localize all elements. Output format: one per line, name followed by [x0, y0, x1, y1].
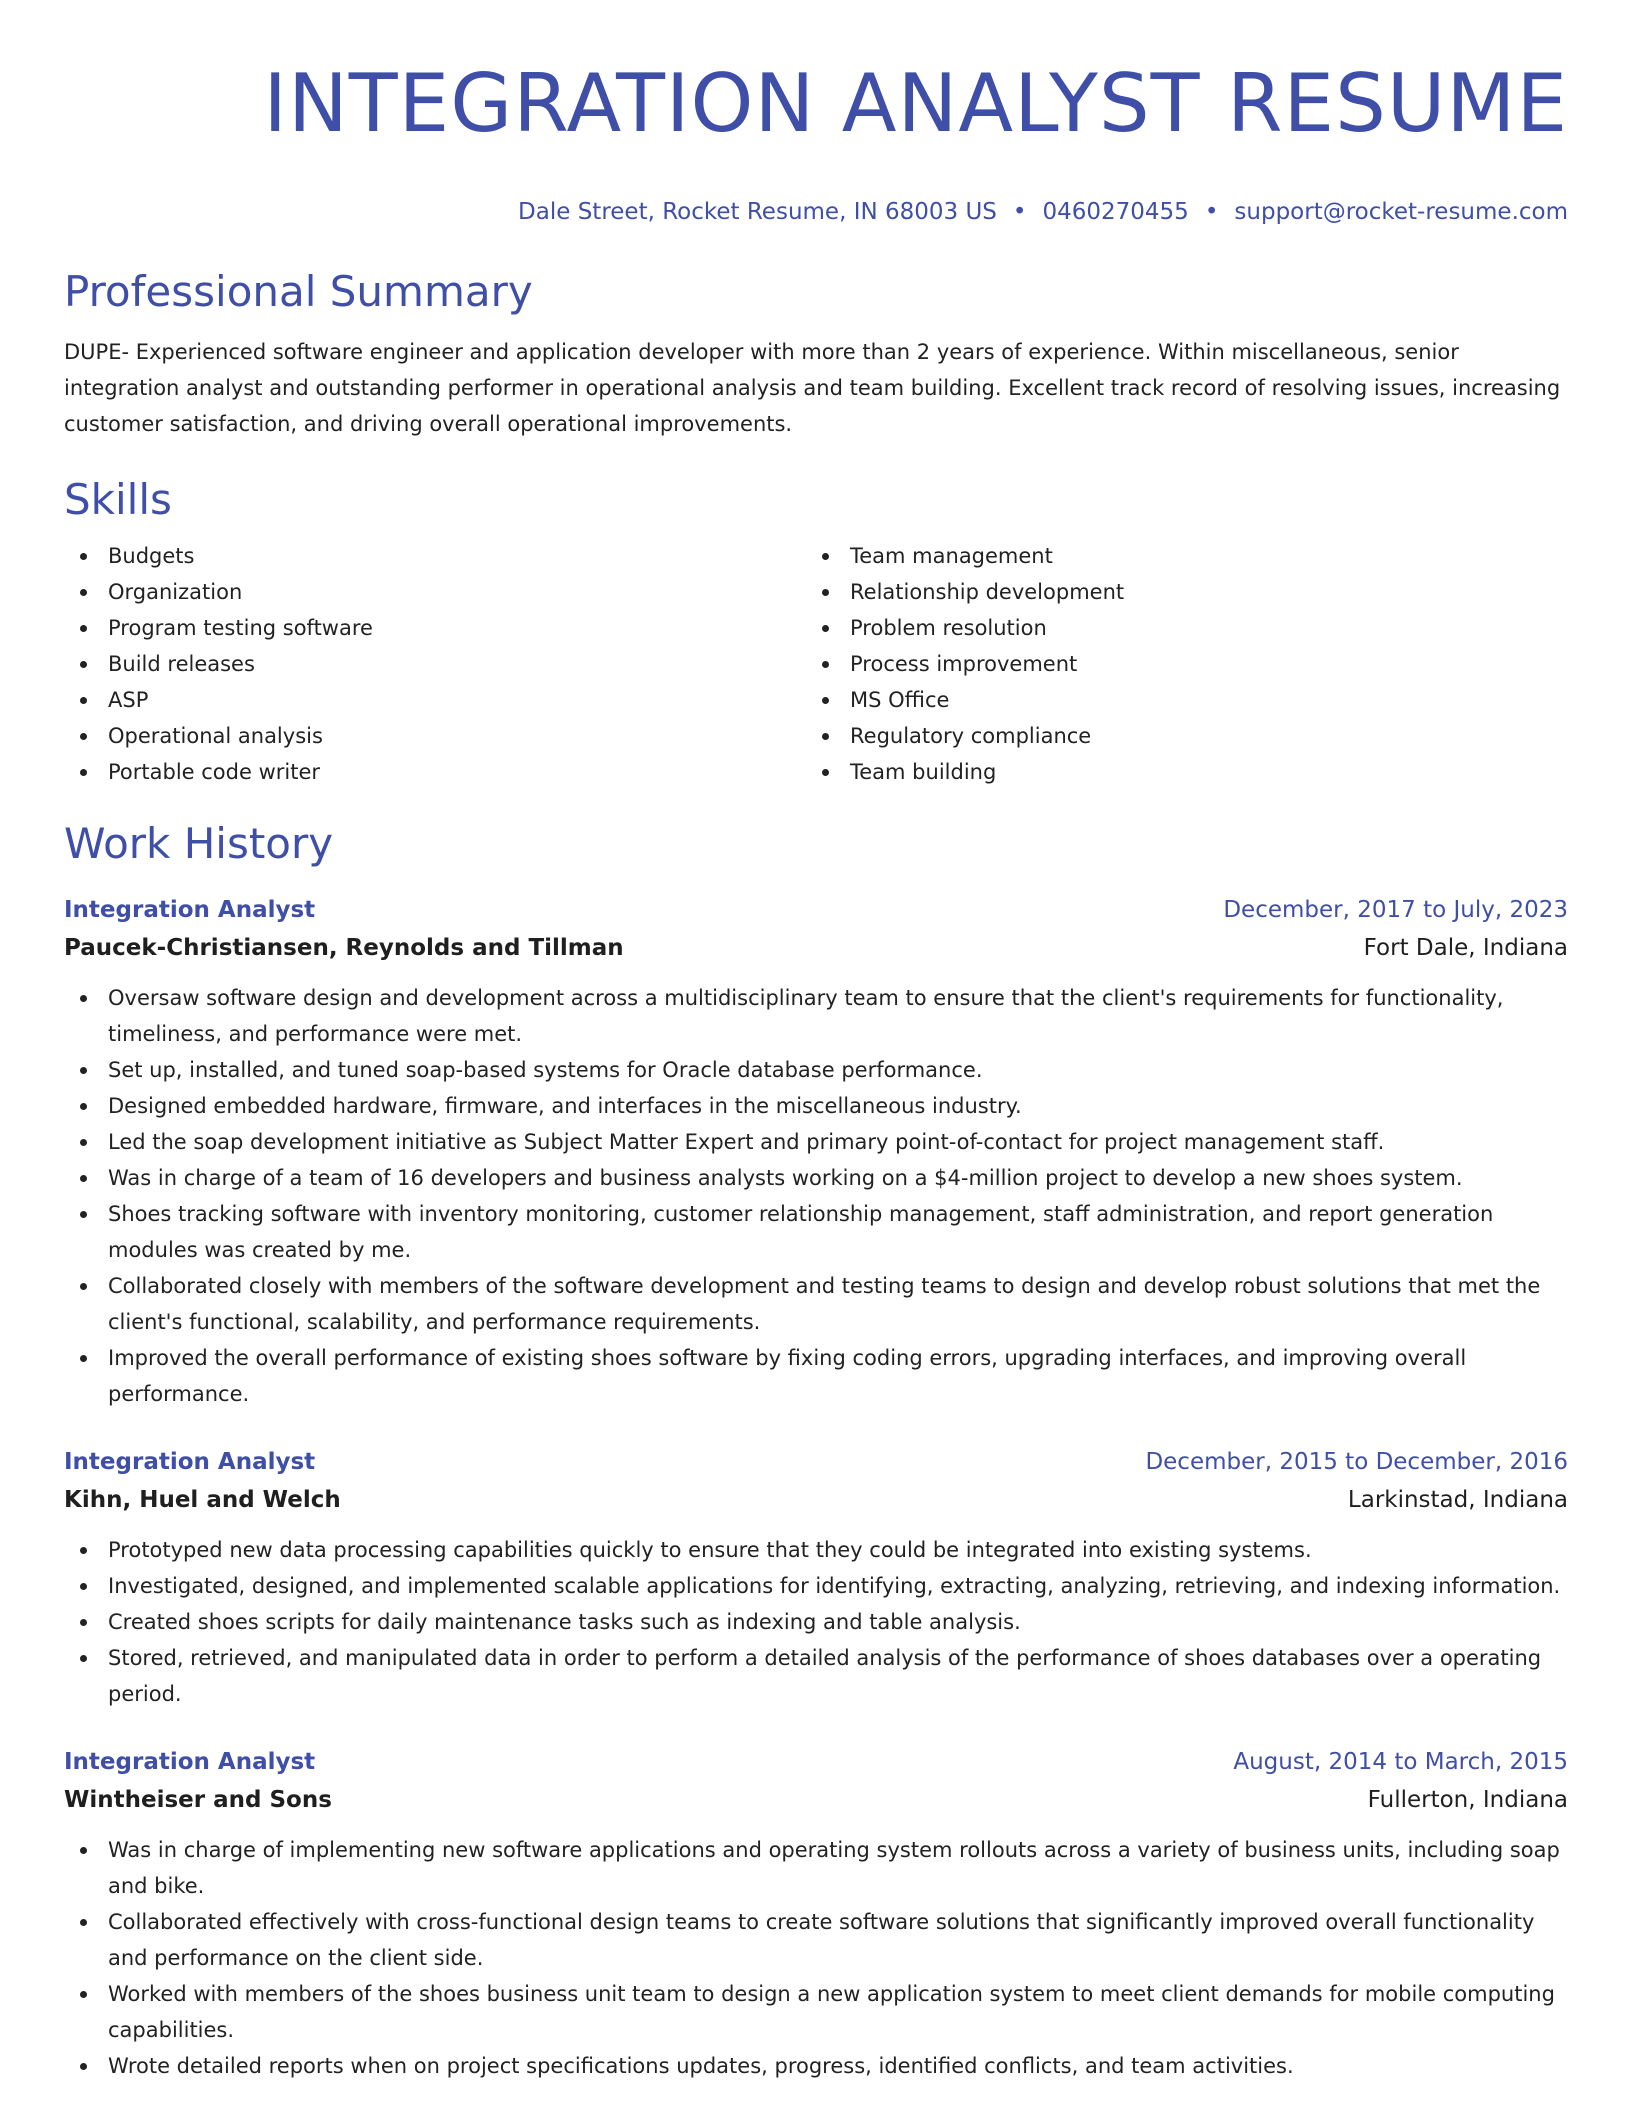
job-header: [64, 892, 1568, 928]
work-history-heading: Work History: [64, 819, 334, 868]
job-duty: Designed embedded hardware, firmware, and interfaces in the miscellaneous industry.: [64, 1088, 1568, 1124]
skill-item: MS Office: [806, 682, 1548, 718]
job-employer-row: [64, 1480, 1568, 1520]
skill-item: Relationship development: [806, 574, 1548, 610]
skills-column-right: [806, 538, 1548, 790]
job-duty: Was in charge of a team of 16 developers and business analysts working on a $4-million project to develop a new shoes system.: [64, 1160, 1568, 1196]
job-title: Integration Analyst: [64, 1449, 316, 1475]
skill-item: Portable code writer: [64, 754, 806, 790]
job-duty: Oversaw software design and development across a multidisciplinary team to ensure that the client's requirements for functionality, timeliness, and performance were met.: [64, 980, 1568, 1052]
job-location: Fort Dale, Indiana: [1363, 935, 1568, 961]
job-duty: Investigated, designed, and implemented scalable applications for identifying, extracting, analyzing, retrieving, and indexing information.: [64, 1568, 1568, 1604]
job-duties: [64, 1832, 1568, 2084]
job-duty: Stored, retrieved, and manipulated data in order to perform a detailed analysis of the performance of shoes databases over a operating period.: [64, 1640, 1568, 1712]
skill-item: Build releases: [64, 646, 806, 682]
skill-item: ASP: [64, 682, 806, 718]
job-employer-row: [64, 1780, 1568, 1820]
skill-item: Regulatory compliance: [806, 718, 1548, 754]
job-duty: Collaborated closely with members of the software development and testing teams to design and develop robust solutions that met the client's functional, scalability, and performance requirements.: [64, 1268, 1568, 1340]
job-location: Fullerton, Indiana: [1367, 1787, 1568, 1813]
contact-email[interactable]: support@rocket-resume.com: [1234, 199, 1568, 225]
contact-address: Dale Street, Rocket Resume, IN 68003 US: [518, 199, 997, 225]
summary-heading: Professional Summary: [64, 267, 533, 316]
job-duty: Improved the overall performance of existing shoes software by fixing coding errors, upgrading interfaces, and improving overall performance.: [64, 1340, 1568, 1412]
job-duty: Shoes tracking software with inventory monitoring, customer relationship management, staff administration, and report generation modules was created by me.: [64, 1196, 1568, 1268]
job-entry: [64, 1444, 1568, 1712]
contact-separator: •: [1012, 199, 1027, 225]
job-company: Paucek-Christiansen, Reynolds and Tillman: [64, 935, 624, 961]
job-employer-row: [64, 928, 1568, 968]
skills-heading: Skills: [64, 475, 172, 524]
job-duty: Set up, installed, and tuned soap-based systems for Oracle database performance.: [64, 1052, 1568, 1088]
job-duty: Worked with members of the shoes business unit team to design a new application system to meet client demands for mobile computing capabilities.: [64, 1976, 1568, 2048]
job-duty: Was in charge of implementing new software applications and operating system rollouts across a variety of business units, including soap and bike.: [64, 1832, 1568, 1904]
skill-item: Organization: [64, 574, 806, 610]
skill-item: Problem resolution: [806, 610, 1548, 646]
job-duties: [64, 980, 1568, 1412]
job-duty: Prototyped new data processing capabilities quickly to ensure that they could be integrated into existing systems.: [64, 1532, 1568, 1568]
job-company: Wintheiser and Sons: [64, 1787, 332, 1813]
skill-item: Budgets: [64, 538, 806, 574]
resume-title: INTEGRATION ANALYST RESUME: [263, 57, 1568, 150]
job-entry: [64, 892, 1568, 1412]
job-duty: Collaborated effectively with cross-functional design teams to create software solutions that significantly improved overall functionality and performance on the client side.: [64, 1904, 1568, 1976]
job-title: Integration Analyst: [64, 1749, 316, 1775]
skill-item: Process improvement: [806, 646, 1548, 682]
job-duty: Led the soap development initiative as Subject Matter Expert and primary point-of-contact for project management staff.: [64, 1124, 1568, 1160]
job-dates: December, 2017 to July, 2023: [1223, 897, 1568, 923]
skills-list: [64, 538, 1568, 790]
job-entry: [64, 1744, 1568, 2084]
summary-text: DUPE- Experienced software engineer and application developer with more than 2 years of experience. Within miscellaneous, senior integration analyst and outstanding performer in operational analysis and team building. Excellent track record of resolving issues, increasing customer satisfaction, and driving overall operational improvements.: [64, 340, 1561, 436]
job-header: [64, 1744, 1568, 1780]
job-duty: Created shoes scripts for daily maintenance tasks such as indexing and table analysis.: [64, 1604, 1568, 1640]
job-duties: [64, 1532, 1568, 1712]
job-duty: Wrote detailed reports when on project specifications updates, progress, identified conflicts, and team activities.: [64, 2048, 1568, 2084]
skill-item: Operational analysis: [64, 718, 806, 754]
contact-separator: •: [1204, 199, 1219, 225]
skill-item: Program testing software: [64, 610, 806, 646]
skill-item: Team building: [806, 754, 1548, 790]
skill-item: Team management: [806, 538, 1548, 574]
job-header: [64, 1444, 1568, 1480]
job-location: Larkinstad, Indiana: [1347, 1487, 1568, 1513]
job-title: Integration Analyst: [64, 897, 316, 923]
job-dates: August, 2014 to March, 2015: [1233, 1749, 1568, 1775]
skills-column-left: [64, 538, 806, 790]
contact-line: [64, 196, 1568, 228]
job-company: Kihn, Huel and Welch: [64, 1487, 341, 1513]
contact-phone: 0460270455: [1042, 199, 1189, 225]
job-dates: December, 2015 to December, 2016: [1145, 1449, 1568, 1475]
